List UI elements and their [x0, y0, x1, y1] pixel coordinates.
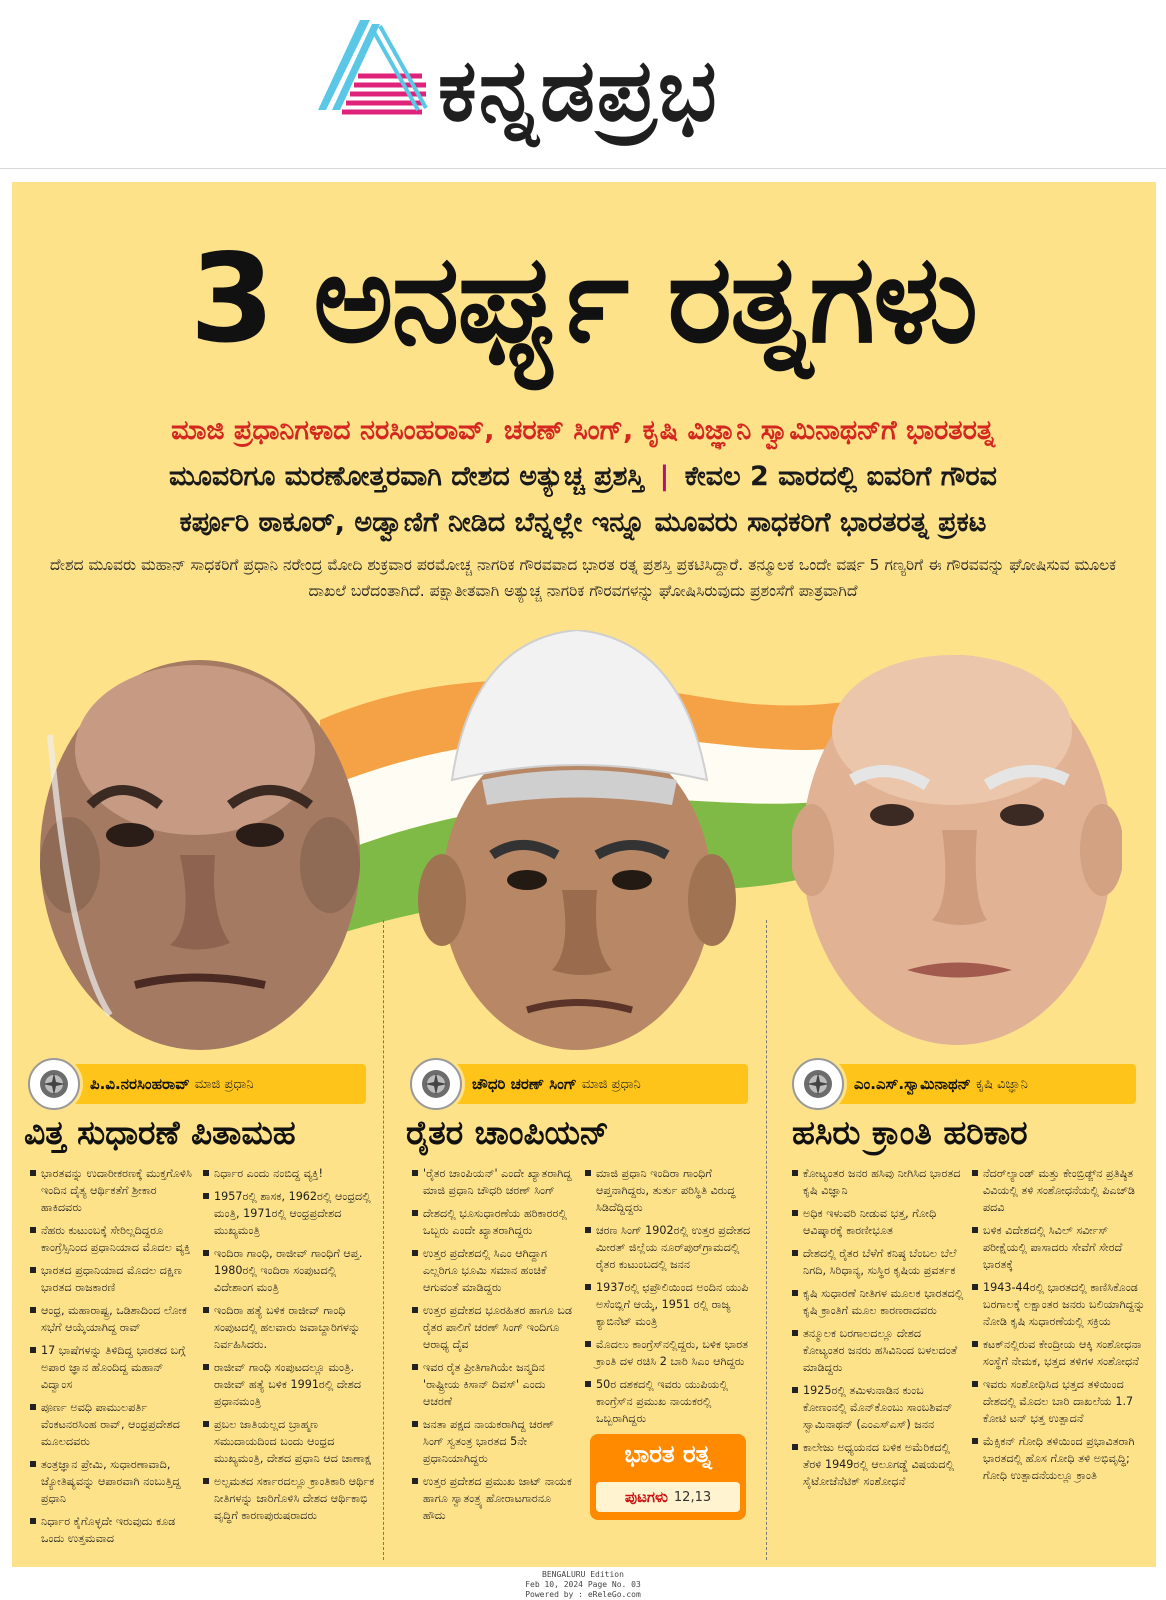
person-role: ಮಾಜಿ ಪ್ರಧಾನಿ	[581, 1076, 641, 1092]
list-item: ಮಾಜಿ ಪ್ರಧಾನಿ ಇಂದಿರಾ ಗಾಂಧಿಗೆ ಆಪ್ತನಾಗಿದ್ದರು, ತುರ್ತು ಪರಿಸ್ಥಿತಿ ವಿರುದ್ಧ ಸಿಡಿದೆದ್ದಿದ್ದರು	[585, 1165, 755, 1216]
bullet-list-right	[203, 1165, 375, 1530]
list-item: ಕೋಟ್ಯಂತರ ಜನರ ಹಸಿವು ನೀಗಿಸಿದ ಭಾರತದ ಕೃಷಿ ವಿಜ್ಞಾನಿ	[792, 1165, 964, 1199]
list-item: ಉತ್ತರ ಪ್ರದೇಶದ ಭೂರಹಿತರ ಹಾಗೂ ಬಡ ರೈತರ ಪಾಲಿಗೆ ಚರಣ್ ಸಿಂಗ್ ಇಂದಿಗೂ ಆರಾಧ್ಯ ದೈವ	[412, 1302, 577, 1353]
person-role: ಮಾಜಿ ಪ್ರಧಾನಿ	[194, 1076, 254, 1092]
list-item: ನಿರ್ಧಾರ ಎಂದು ನಂಬಿದ್ದ ವ್ಯಕ್ತಿ!	[203, 1165, 375, 1182]
list-item: ತನ್ಮೂಲಕ ಬರಗಾಲದಲ್ಲೂ ದೇಶದ ಕೋಟ್ಯಂತರ ಜನರು ಹಸಿವಿನಿಂದ ಬಳಲದಂತೆ ಮಾಡಿದ್ದರು	[792, 1325, 964, 1376]
list-item: 50ರ ದಶಕದಲ್ಲಿ ಇವರು ಯುಪಿಯಲ್ಲಿ ಕಾಂಗ್ರೆಸ್‌ನ ಪ್ರಮುಖ ನಾಯಕರಲ್ಲಿ ಒಬ್ಬರಾಗಿದ್ದರು	[585, 1376, 755, 1427]
list-item: ಚರಣ ಸಿಂಗ್ 1902ರಲ್ಲಿ ಉತ್ತರ ಪ್ರದೇಶದ ಮೀರತ್ ಜಿಲ್ಲೆಯ ನೂರ್‌ಪುರ್‌ಗ್ರಾಮದಲ್ಲಿ ರೈತರ ಕುಟುಂಬದಲ್ಲಿ ಜನನ	[585, 1222, 755, 1273]
headline: 3 ಅನರ್ಘ್ಯ ರತ್ನಗಳು	[189, 228, 977, 370]
list-item: 1943-44ರಲ್ಲಿ ಭಾರತದಲ್ಲಿ ಕಾಣಿಸಿಕೊಂಡ ಬರಗಾಲಕ್ಕೆ ಲಕ್ಷಾಂತರ ಜನರು ಬಲಿಯಾಗಿದ್ದನ್ನು ನೋಡಿ ಕೃಷಿ ಸುಧಾರಣೆಯಲ್ಲಿ ಸಕ್ರಿಯ	[972, 1279, 1147, 1330]
list-item: ಉತ್ತರ ಪ್ರದೇಶದ ಪ್ರಮುಖ ಜಾಟ್ ನಾಯಕ ಹಾಗೂ ಸ್ವಾತಂತ್ರ್ಯ ಹೋರಾಟಗಾರನೂ ಹೌದು	[412, 1473, 577, 1524]
portrait-narasimha-rao	[30, 655, 370, 1055]
subhead-line-2-left: ಮೂವರಿಗೂ ಮರಣೋತ್ತರವಾಗಿ ದೇಶದ ಅತ್ಯುಚ್ಚ ಪ್ರಶಸ್ತಿ	[169, 461, 645, 492]
list-item: ಪೂರ್ಣ ಅವಧಿ ಪಾಮುಲಪರ್ತಿ ವೆಂಕಟನರಸಿಂಹ ರಾವ್, ಆಂಧ್ರಪ್ರದೇಶದ ಮೂಲದವರು	[30, 1399, 195, 1450]
subhead-line-3: ಕರ್ಪೂರಿ ಠಾಕೂರ್, ಅಡ್ವಾಣಿಗೆ ನೀಡಿದ ಬೆನ್ನಲ್ಲೇ ಇನ್ನೂ ಮೂವರು ಸಾಧಕರಿಗೆ ಭಾರತರತ್ನ ಪ್ರಕಟ	[179, 507, 987, 538]
list-item: ಇವರು ಸಂಶೋಧಿಸಿದ ಭತ್ತದ ತಳಿಯಿಂದ ದೇಶದಲ್ಲಿ ಮೊದಲ ಬಾರಿ ದಾಖಲೆಯ 1.7 ಕೋಟಿ ಟನ್ ಭತ್ತ ಉತ್ಪಾದನೆ	[972, 1376, 1147, 1427]
column-title: ಹಸಿರು ಕ್ರಾಂತಿ ಹರಿಕಾರ	[792, 1113, 1028, 1152]
person-name: ಚೌಧರಿ ಚರಣ್ ಸಿಂಗ್	[472, 1075, 577, 1093]
bullet-list-right	[585, 1165, 755, 1433]
list-item: ತಂತ್ರಜ್ಞಾನ ಪ್ರೇಮಿ, ಸುಧಾರಣಾವಾದಿ, ಜ್ಯೋತಿಷ್ಯವನ್ನು ಆಪಾರವಾಗಿ ನಂಬುತ್ತಿದ್ದ ಪ್ರಧಾನಿ	[30, 1456, 195, 1507]
edition-label: BENGALURU Edition	[542, 1570, 624, 1579]
list-item: ಮೊದಲು ಕಾಂಗ್ರೆಸ್‌ನಲ್ಲಿದ್ದರು, ಬಳಿಕ ಭಾರತ ಕ್ರಾಂತಿ ದಳ ರಚಿಸಿ 2 ಬಾರಿ ಸಿಎಂ ಆಗಿದ್ದರು	[585, 1336, 755, 1370]
list-item: ಕೃಷಿ ಸುಧಾರಣೆ ನೀತಿಗಳ ಮೂಲಕ ಭಾರತದಲ್ಲಿ ಕೃಷಿ ಕ್ರಾಂತಿಗೆ ಮೂಲ ಕಾರಣರಾದವರು	[792, 1285, 964, 1319]
list-item: 1925ರಲ್ಲಿ ತಮಿಳುನಾಡಿನ ಕುಂಬ ಕೋಣಂನಲ್ಲಿ ಮೊನ್‌ಕೊಂಬು ಸಾಂಬಶಿವನ್ ಸ್ವಾಮಿನಾಥನ್ (ಎಂಎಸ್‌ಎಸ್) ಜನನ	[792, 1382, 964, 1433]
bharat-ratna-medal-icon	[792, 1058, 844, 1110]
list-item: ಕಾಲೇಜು ಅಧ್ಯಯನದ ಬಳಿಕ ಅಮೆರಿಕದಲ್ಲಿ ತೆರಳಿ 1949ರಲ್ಲಿ ಆಲೂಗಡ್ಡೆ ವಿಷಯದಲ್ಲಿ ಸೈಟೋಜೆನೆಟಿಕ್ ಸಂಶೋಧನೆ	[792, 1439, 964, 1490]
powered-by-link[interactable]: Powered by : eReleGo.com	[525, 1590, 641, 1599]
list-item: ಬಳಿಕ ವಿದೇಶದಲ್ಲಿ ಸಿವಿಲ್ ಸರ್ವೀಸ್ ಪರೀಕ್ಷೆಯಲ್ಲಿ ಪಾಸಾದರು ಸೇವೆಗೆ ಸೇರದೆ ಭಾರತಕ್ಕೆ	[972, 1222, 1147, 1273]
list-item: ದೇಶದಲ್ಲಿ ಭೂಸುಧಾರಣೆಯ ಹರಿಕಾರರಲ್ಲಿ ಒಬ್ಬರು ಎಂದೇ ಖ್ಯಾತರಾಗಿದ್ದರು	[412, 1205, 577, 1239]
list-item: ನೆಹರು ಕುಟುಂಬಕ್ಕೆ ಸೇರಿಲ್ಲದಿದ್ದರೂ ಕಾಂಗ್ರೆಸ್ಸಿನಿಂದ ಪ್ರಧಾನಿಯಾದ ಮೊದಲ ವ್ಯಕ್ತಿ	[30, 1222, 195, 1256]
list-item: ಅಲ್ಪಮತದ ಸರ್ಕಾರದಲ್ಲೂ ಕ್ರಾಂತಿಕಾರಿ ಆರ್ಥಿಕ ನೀತಿಗಳನ್ನು ಜಾರಿಗೊಳಿಸಿ ದೇಶದ ಆರ್ಥಿಕಾಭಿ ವೃದ್ಧಿಗೆ ಕಾರಣಪುರುಷರಾದರು	[203, 1473, 375, 1524]
list-item: ಭಾರತದ ಪ್ರಧಾನಿಯಾದ ಮೊದಲ ದಕ್ಷಿಣ ಭಾರತದ ರಾಜಕಾರಣಿ	[30, 1262, 195, 1296]
column-title: ರೈತರ ಚಾಂಪಿಯನ್	[406, 1113, 609, 1152]
name-tag-charan-singh	[418, 1064, 748, 1104]
subhead-line-2-right: ಕೇವಲ 2 ವಾರದಲ್ಲಿ ಐವರಿಗೆ ಗೌರವ	[684, 461, 997, 492]
list-item: ಇಂದಿರಾ ಹತ್ಯೆ ಬಳಿಕ ರಾಜೀವ್ ಗಾಂಧಿ ಸಂಪುಟದಲ್ಲಿ ಹಲವಾರು ಜವಾಬ್ದಾರಿಗಳನ್ನು ನಿರ್ವಹಿಸಿದರು.	[203, 1302, 375, 1353]
masthead	[0, 0, 1166, 169]
date-page-label: Feb 10, 2024 Page No. 03	[525, 1580, 641, 1589]
bullet-list-left	[30, 1165, 195, 1553]
list-item: ನೆದರ್‌ಲ್ಯಾಂಡ್ ಮತ್ತು ಕೇಂಬ್ರಿಡ್ಜ್‌ನ ಪ್ರತಿಷ್ಠಿತ ವಿವಿಯಲ್ಲಿ ತಳಿ ಸಂಶೋಧನೆಯಲ್ಲಿ ಪಿಎಚ್‌ಡಿ ಪದವಿ	[972, 1165, 1147, 1216]
list-item: ಭಾರತವನ್ನು ಉದಾರೀಕರಣಕ್ಕೆ ಮುಕ್ತಗೊಳಿಸಿ ಇಂದಿನ ದೈತ್ಯ ಆರ್ಥಿಕತೆಗೆ ಶ್ರೀಕಾರ ಹಾಕಿದವರು	[30, 1165, 195, 1216]
name-tag-swaminathan	[800, 1064, 1136, 1104]
person-name: ಪಿ.ವಿ.ನರಸಿಂಹರಾವ್	[90, 1075, 190, 1093]
list-item: ರಾಜೀವ್ ಗಾಂಧಿ ಸಂಪುಟದಲ್ಲೂ ಮಂತ್ರಿ. ರಾಜೀವ್ ಹತ್ಯೆ ಬಳಿಕ 1991ರಲ್ಲಿ ದೇಶದ ಪ್ರಧಾನಮಂತ್ರಿ	[203, 1359, 375, 1410]
list-item: ಜನತಾ ಪಕ್ಷದ ನಾಯಕರಾಗಿದ್ದ ಚರಣ್ ಸಿಂಗ್ ಸ್ವತಂತ್ರ ಭಾರತದ 5ನೇ ಪ್ರಧಾನಿಯಾಗಿದ್ದರು	[412, 1416, 577, 1467]
list-item: ಕಟಕ್‌ನಲ್ಲಿರುವ ಕೇಂದ್ರೀಯ ಆಕ್ಕಿ ಸಂಶೋಧನಾ ಸಂಸ್ಥೆಗೆ ನೇಮಕ, ಭತ್ತದ ತಳಿಗಳ ಸಂಶೋಧನೆ	[972, 1336, 1147, 1370]
subhead-red: ಮಾಜಿ ಪ್ರಧಾನಿಗಳಾದ ನರಸಿಂಹರಾವ್, ಚರಣ್ ಸಿಂಗ್, ಕೃಷಿ ವಿಜ್ಞಾನಿ ಸ್ವಾಮಿನಾಥನ್‌ಗೆ ಭಾರತರತ್ನ	[171, 415, 995, 446]
triangle-stripes-logo-icon	[318, 10, 428, 120]
badge-title: ಭಾರತ ರತ್ನ	[624, 1440, 712, 1468]
column-divider-1	[383, 920, 384, 1560]
person-name: ಎಂ.ಎಸ್.ಸ್ವಾಮಿನಾಥನ್	[854, 1075, 971, 1093]
list-item: ಉತ್ತರ ಪ್ರದೇಶದಲ್ಲಿ ಸಿಎಂ ಆಗಿದ್ದಾಗ ಎಲ್ಲರಿಗೂ ಭೂಮಿ ಸಮಾನ ಹಂಚಿಕೆ ಆಗುವಂತೆ ಮಾಡಿದ್ದರು	[412, 1245, 577, 1296]
column-divider-2	[766, 920, 767, 1560]
list-item: ಆಂಧ್ರ, ಮಹಾರಾಷ್ಟ್ರ, ಒಡಿಶಾದಿಂದ ಲೋಕ ಸಭೆಗೆ ಆಯ್ಕೆಯಾಗಿದ್ದ ರಾವ್	[30, 1302, 195, 1336]
portrait-charan-singh	[412, 630, 742, 1050]
bharat-ratna-medal-icon	[28, 1058, 80, 1110]
subhead-separator: |	[659, 461, 670, 492]
list-item: 17 ಭಾಷೆಗಳನ್ನು ತಿಳಿದಿದ್ದ ಭಾರತದ ಬಗ್ಗೆ ಅಪಾರ ಜ್ಞಾನ ಹೊಂದಿದ್ದ ಮಹಾನ್ ವಿದ್ವಾಂಸ	[30, 1342, 195, 1393]
bharat-ratna-medal-icon	[410, 1058, 462, 1110]
list-item: 'ರೈತರ ಚಾಂಪಿಯನ್' ಎಂದೇ ಖ್ಯಾತರಾಗಿದ್ದ ಮಾಜಿ ಪ್ರಧಾನಿ ಚೌಧರಿ ಚರಣ್ ಸಿಂಗ್	[412, 1165, 577, 1199]
column-title: ವಿತ್ತ ಸುಧಾರಣೆ ಪಿತಾಮಹ	[24, 1113, 296, 1152]
subhead-line-2	[20, 454, 1146, 500]
brand-wordmark: ಕನ್ನಡಪ್ರಭ	[438, 41, 719, 141]
intro-paragraph: ದೇಶದ ಮೂವರು ಮಹಾನ್ ಸಾಧಕರಿಗೆ ಪ್ರಧಾನಿ ನರೇಂದ್ರ ಮೋದಿ ಶುಕ್ರವಾರ ಪರಮೋಚ್ಚ ನಾಗರಿಕ ಗೌರವವಾದ ಭಾರತ ರತ್ನ ಪ್ರಶಸ್ತಿ ಪ್ರಕಟಿಸಿದ್ದಾರೆ. ತನ್ಮೂಲಕ ಒಂದೇ ವರ್ಷ 5 ಗಣ್ಯರಿಗೆ ಈ ಗೌರವವನ್ನು ಘೋಷಿಸುವ ಮೂಲಕ ದಾಖಲೆ ಬರೆದಂತಾಗಿದೆ. ಪಕ್ಷಾತೀತವಾಗಿ ಅತ್ಯುಚ್ಚ ನಾಗರಿಕ ಗೌರವಗಳನ್ನು ಘೋಷಿಸಿರುವುದು ಪ್ರಶಂಸೆಗೆ ಪಾತ್ರವಾಗಿದೆ	[49, 556, 1117, 600]
list-item: ದೇಶದಲ್ಲಿ ರೈತರ ಬೆಳೆಗೆ ಕನಿಷ್ಠ ಬೆಂಬಲ ಬೆಲೆ ನಿಗದಿ, ಸಿರಿಧಾನ್ಯ, ಸುಸ್ಥಿರ ಕೃಷಿಯ ಪ್ರವರ್ತಕ	[792, 1245, 964, 1279]
badge-pages: 12,13	[673, 1489, 712, 1505]
badge-page-ref	[596, 1482, 740, 1512]
list-item: ಪ್ರಬಲ ಜಾತಿಯಲ್ಲದ ಬ್ರಾಹ್ಮಣ ಸಮುದಾಯದಿಂದ ಬಂದು ಆಂಧ್ರದ ಮುಖ್ಯಮಂತ್ರಿ, ದೇಶದ ಪ್ರಧಾನಿ ಆದ ಚಾಣಾಕ್ಷ	[203, 1416, 375, 1467]
list-item: ಮೆಕ್ಸಿಕನ್ ಗೋಧಿ ತಳಿಯಿಂದ ಪ್ರಭಾವಿತರಾಗಿ ಭಾರತದಲ್ಲಿ ಹೊಸ ಗೋಧಿ ತಳಿ ಅಭಿವೃದ್ಧಿ; ಗೋಧಿ ಉತ್ಪಾದನೆಯಲ್ಲೂ ಕ್ರಾಂತಿ	[972, 1433, 1147, 1484]
portrait-swaminathan	[792, 650, 1122, 1050]
list-item: 1937ರಲ್ಲಿ ಛಪ್ರೌಲಿಯಿಂದ ಅಂದಿನ ಯುಪಿ ಅಸೆಂಬ್ಲಿಗೆ ಆಯ್ಕೆ, 1951 ರಲ್ಲಿ ರಾಜ್ಯ ಕ್ಯಾಬಿನೆಟ್ ಮಂತ್ರಿ	[585, 1279, 755, 1330]
person-role: ಕೃಷಿ ವಿಜ್ಞಾನಿ	[975, 1076, 1028, 1092]
page-footer	[0, 1570, 1166, 1600]
bharat-ratna-badge	[590, 1434, 746, 1520]
list-item: ಇಂದಿರಾ ಗಾಂಧಿ, ರಾಜೀವ್ ಗಾಂಧಿಗೆ ಆಪ್ತ. 1980ರಲ್ಲಿ ಇಂದಿರಾ ಸಂಪುಟದಲ್ಲಿ ವಿದೇಶಾಂಗ ಮಂತ್ರಿ	[203, 1245, 375, 1296]
bullet-list-left	[792, 1165, 964, 1496]
list-item: ನಿರ್ಧಾರ ಕೈಗೊಳ್ಳದೇ ಇರುವುದು ಕೂಡ ಒಂದು ಉತ್ತಮವಾದ	[30, 1513, 195, 1547]
list-item: 1957ರಲ್ಲಿ ಶಾಸಕ, 1962ರಲ್ಲಿ ಆಂಧ್ರದಲ್ಲಿ ಮಂತ್ರಿ, 1971ರಲ್ಲಿ ಆಂಧ್ರಪ್ರದೇಶದ ಮುಖ್ಯಮಂತ್ರಿ	[203, 1188, 375, 1239]
bullet-list-left	[412, 1165, 577, 1530]
bullet-list-right	[972, 1165, 1147, 1490]
list-item: ಇವರ ರೈತ ಪ್ರೀತಿಗಾಗಿಯೇ ಜನ್ಮದಿನ 'ರಾಷ್ಟ್ರೀಯ ಕಿಸಾನ್ ದಿವಸ್' ಎಂದು ಆಚರಣೆ	[412, 1359, 577, 1410]
name-tag-rao	[36, 1064, 366, 1104]
badge-pages-label: ಪುಟಗಳು	[624, 1488, 668, 1506]
list-item: ಅಧಿಕ ಇಳುವರಿ ನೀಡುವ ಭತ್ತ, ಗೋಧಿ ಆವಿಷ್ಕಾರಕ್ಕೆ ಕಾರಣೀಭೂತ	[792, 1205, 964, 1239]
